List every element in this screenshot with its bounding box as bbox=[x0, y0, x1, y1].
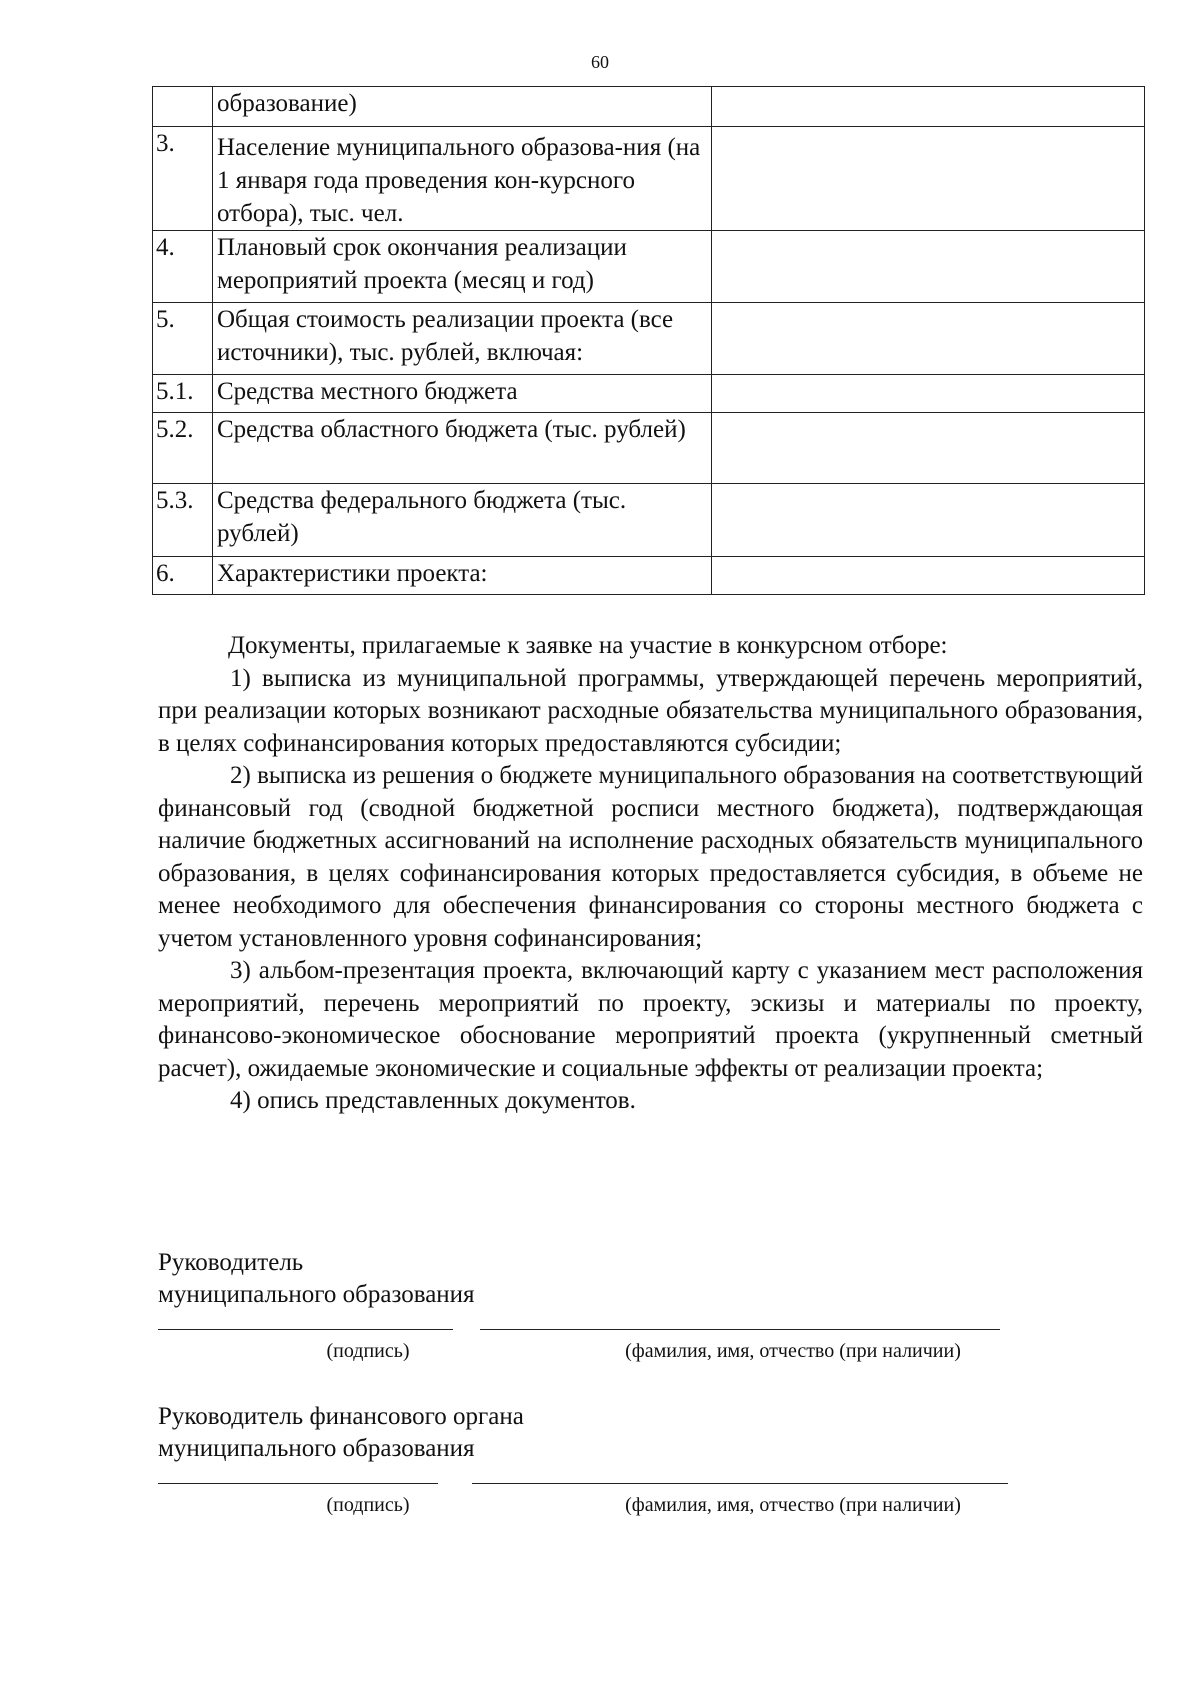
table-row bbox=[153, 127, 1145, 231]
row-label: Общая стоимость реализации проекта (все источники), тыс. рублей, включая: bbox=[213, 303, 712, 375]
row-label: образование) bbox=[213, 87, 712, 127]
row-number: 5. bbox=[153, 303, 213, 375]
row-value-cell[interactable] bbox=[712, 484, 1145, 557]
table-row bbox=[153, 87, 1145, 127]
signature-caption: (подпись) bbox=[326, 1494, 410, 1516]
signature-row bbox=[158, 1475, 1143, 1525]
row-label: Плановый срок окончания реализации мероприятий проекта (месяц и год) bbox=[213, 231, 712, 303]
signature-block-head bbox=[158, 1247, 1143, 1371]
row-number bbox=[153, 87, 213, 127]
row-value-cell[interactable] bbox=[712, 303, 1145, 375]
signature-title: Руководитель финансового органа bbox=[158, 1403, 524, 1430]
table-row bbox=[153, 231, 1145, 303]
signature-caption: (подпись) bbox=[326, 1340, 410, 1362]
documents-section bbox=[158, 630, 1143, 1118]
row-label: Средства местного бюджета bbox=[213, 375, 712, 413]
name-line[interactable] bbox=[480, 1329, 1000, 1330]
table-row bbox=[153, 557, 1145, 595]
name-caption: (фамилия, имя, отчество (при наличии) bbox=[625, 1340, 961, 1362]
row-value-cell[interactable] bbox=[712, 557, 1145, 595]
row-number: 5.3. bbox=[153, 484, 213, 557]
table-row bbox=[153, 413, 1145, 484]
row-number: 3. bbox=[153, 127, 213, 231]
row-label bbox=[213, 127, 712, 231]
documents-heading: Документы, прилагаемые к заявке на участие в конкурсном отборе: bbox=[228, 632, 948, 659]
row-number: 6. bbox=[153, 557, 213, 595]
signature-block-finance bbox=[158, 1401, 1143, 1525]
signature-title: муниципального образования bbox=[158, 1281, 475, 1308]
signature-title: муниципального образования bbox=[158, 1435, 475, 1462]
document-item: 1) выписка из муниципальной программы, утверждающей перечень мероприятий, при реализации которых возникают расходные обязательства муниципального образования, в целях софинансирования которых предоставляются субсидии; bbox=[158, 664, 1143, 757]
row-number: 5.1. bbox=[153, 375, 213, 413]
table-row bbox=[153, 375, 1145, 413]
application-form-table bbox=[152, 86, 1145, 595]
page-number: 60 bbox=[591, 52, 609, 72]
name-caption: (фамилия, имя, отчество (при наличии) bbox=[625, 1494, 961, 1516]
table-row bbox=[153, 303, 1145, 375]
row-label: Средства федерального бюджета (тыс. рублей) bbox=[213, 484, 712, 557]
table-row bbox=[153, 484, 1145, 557]
document-item: 4) опись представленных документов. bbox=[230, 1087, 636, 1114]
row-value-cell[interactable] bbox=[712, 413, 1145, 484]
document-item: 2) выписка из решения о бюджете муниципального образования на соответствующий финансовый год (сводной бюджетной росписи местного бюджета), подтверждающая наличие бюджетных ассигнований на исполнение расходных обязательств муниципального образования, в целях софинансирования которых предоставляется субсидия, в объеме не менее необходимого для обеспечения финансирования со стороны местного бюджета с учетом установленного уровня софинансирования; bbox=[158, 762, 1143, 952]
row-value-cell[interactable] bbox=[712, 87, 1145, 127]
signature-line[interactable] bbox=[158, 1329, 453, 1330]
row-number: 5.2. bbox=[153, 413, 213, 484]
row-value-cell[interactable] bbox=[712, 127, 1145, 231]
name-line[interactable] bbox=[472, 1483, 1008, 1484]
row-value-cell[interactable] bbox=[712, 375, 1145, 413]
row-value-cell[interactable] bbox=[712, 231, 1145, 303]
row-label-text: Население муниципального образова-ния (на 1 января года проведения кон-курсного отбора), тыс. чел. bbox=[217, 134, 701, 227]
signature-row bbox=[158, 1321, 1143, 1371]
row-label: Средства областного бюджета (тыс. рублей) bbox=[213, 413, 712, 484]
signature-title: Руководитель bbox=[158, 1249, 304, 1276]
document-item: 3) альбом-презентация проекта, включающий карту с указанием мест расположения мероприятий, перечень мероприятий по проекту, эскизы и материалы по проекту, финансово-экономическое обоснование мероприятий проекта (укрупненный сметный расчет), ожидаемые экономические и социальные эффекты от реализации проекта; bbox=[158, 957, 1143, 1082]
signature-line[interactable] bbox=[158, 1483, 438, 1484]
row-label: Характеристики проекта: bbox=[213, 557, 712, 595]
row-number: 4. bbox=[153, 231, 213, 303]
